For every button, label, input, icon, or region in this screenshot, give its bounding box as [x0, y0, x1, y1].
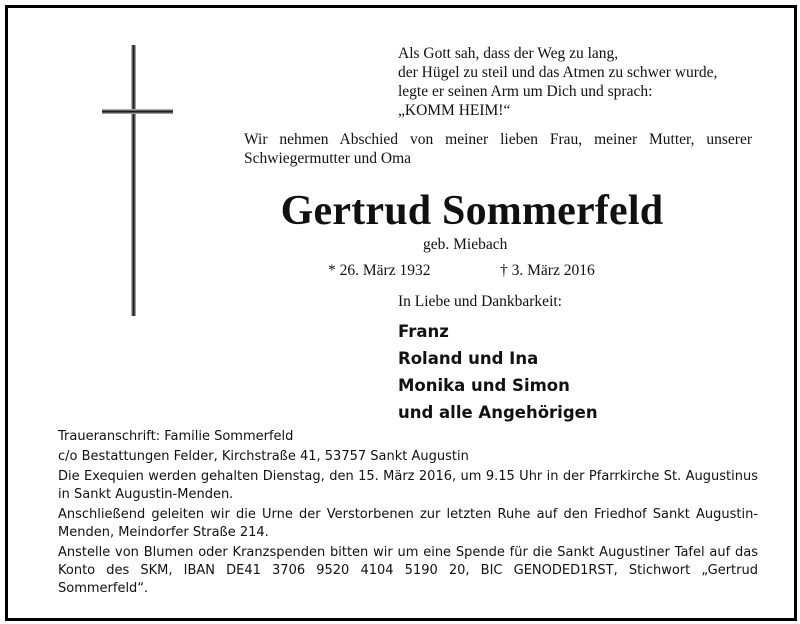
list-item: und alle Angehörigen	[398, 403, 598, 422]
poem-line: der Hügel zu steil und das Atmen zu schwer wurde,	[398, 64, 718, 81]
deceased-name: Gertrud Sommerfeld	[280, 188, 664, 234]
address-line: c/o Bestattungen Felder, Kirchstraße 41, 53757 Sankt Augustin	[58, 449, 469, 464]
list-item: Roland und Ina	[398, 349, 539, 368]
maiden-name: geb. Miebach	[423, 236, 508, 253]
exequien-text: Die Exequien werden gehalten Dienstag, den 15. März 2016, um 9.15 Uhr in der Pfarrkirche St. Augustinus in Sankt Augustin-Menden.	[58, 469, 758, 502]
burial-text: Anschließend geleiten wir die Urne der Verstorbenen zur letzten Ruhe auf den Friedhof Sankt Augustin-Menden, Meindorfer Straße 214.	[58, 507, 758, 540]
poem-line: legte er seinen Arm um Dich und sprach:	[398, 83, 653, 100]
obituary-frame	[5, 5, 797, 621]
death-date: † 3. März 2016	[500, 262, 595, 279]
list-item: Monika und Simon	[398, 376, 570, 395]
address-line: Traueranschrift: Familie Sommerfeld	[58, 429, 294, 444]
mourners-list	[398, 318, 598, 426]
poem	[398, 44, 717, 120]
service-details	[58, 428, 758, 600]
birth-date: * 26. März 1932	[328, 262, 431, 279]
donation-text: Anstelle von Blumen oder Kranzspenden bitten wir um eine Spende für die Sankt Augustiner Tafel auf das Konto des SKM, IBAN DE41 3706 9520 4104 5190 20, BIC GENODED1RST, Stichwort „Gertrud Sommerfeld“.	[58, 545, 758, 596]
farewell-intro: Wir nehmen Abschied von meiner lieben Frau, meiner Mutter, unserer Schwiegermutter und Oma	[244, 131, 752, 167]
closing-phrase: In Liebe und Dankbarkeit:	[398, 293, 562, 310]
cross-icon	[131, 45, 136, 316]
list-item: Franz	[398, 322, 449, 341]
poem-line: Als Gott sah, dass der Weg zu lang,	[398, 45, 619, 62]
cross-icon-bar	[102, 109, 173, 114]
poem-line: „KOMM HEIM!“	[398, 102, 511, 119]
